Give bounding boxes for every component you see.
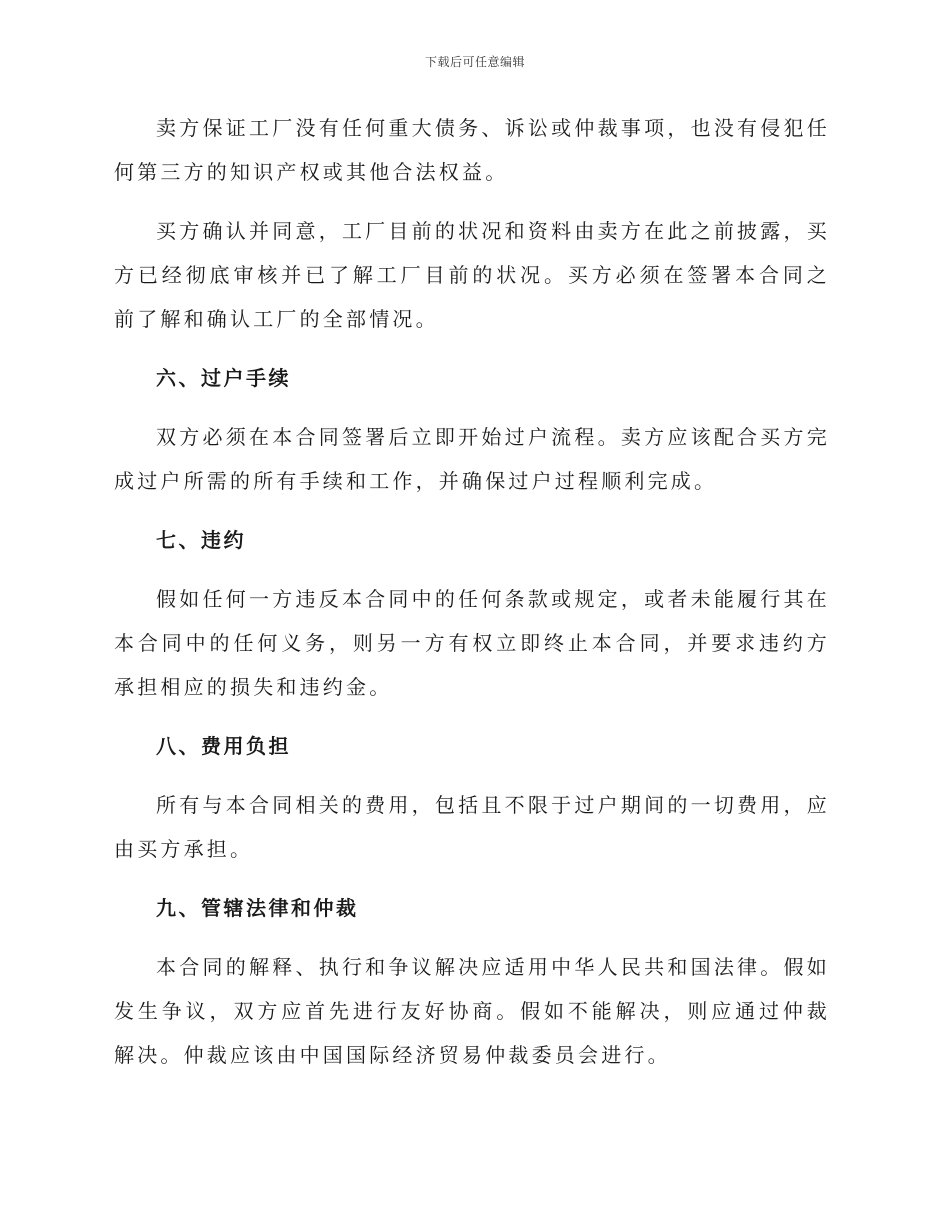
section-heading-costs: 八、费用负担 [156,734,291,758]
page-header: 下载后可任意编辑 [424,55,525,69]
paragraph-transfer-procedure: 双方必须在本合同签署后立即开始过户流程。卖方应该配合买方完成过户所需的所有手续和工作，并确保过户过程顺利完成。 [114,425,830,493]
section-heading-law-arbitration: 九、管辖法律和仲裁 [156,896,359,920]
paragraph-seller-guarantee: 卖方保证工厂没有任何重大债务、诉讼或仲裁事项，也没有侵犯任何第三方的知识产权或其他合法权益。 [114,116,830,184]
section-heading-transfer: 六、过户手续 [156,366,291,390]
paragraph-law-arbitration: 本合同的解释、执行和争议解决应适用中华人民共和国法律。假如发生争议，双方应首先进行友好协商。假如不能解决，则应通过仲裁解决。仲裁应该由中国国际经济贸易仲裁委员会进行。 [114,955,830,1067]
document-body [114,106,830,1092]
section-heading-breach: 七、违约 [156,528,246,552]
paragraph-costs: 所有与本合同相关的费用，包括且不限于过户期间的一切费用，应由买方承担。 [114,793,830,861]
paragraph-buyer-confirmation: 买方确认并同意，工厂目前的状况和资料由卖方在此之前披露，买方已经彻底审核并已了解工厂目前的状况。买方必须在签署本合同之前了解和确认工厂的全部情况。 [114,219,830,331]
paragraph-breach: 假如任何一方违反本合同中的任何条款或规定，或者未能履行其在本合同中的任何义务，则另一方有权立即终止本合同，并要求违约方承担相应的损失和违约金。 [114,587,830,699]
